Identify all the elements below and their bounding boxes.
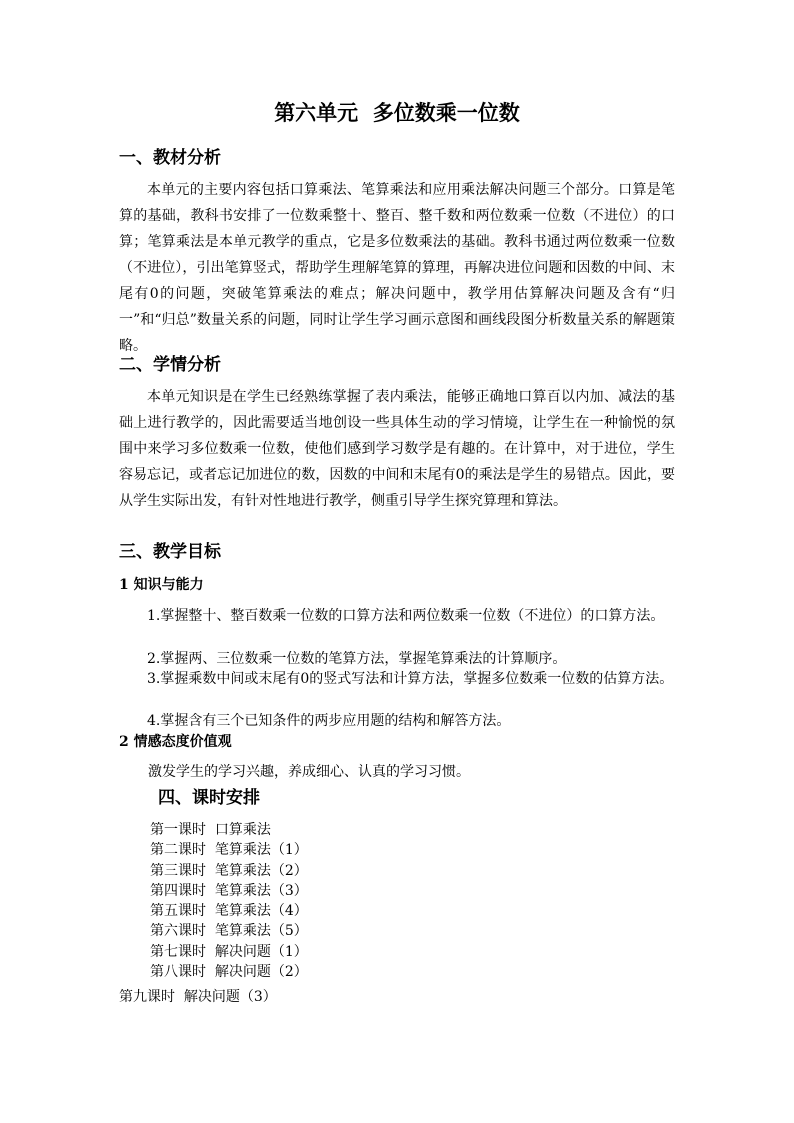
schedule-item: 第七课时 解决问题（1） (150, 943, 308, 960)
goal-item-4: 4.掌握含有三个已知条件的两步应用题的结构和解答方法。 (147, 713, 511, 729)
schedule-item: 第一课时 口算乘法 (150, 822, 271, 838)
emotion-goal-text: 激发学生的学习兴趣，养成细心、认真的学习习惯。 (148, 764, 470, 780)
goal-item-2: 2.掌握两、三位数乘一位数的笔算方法，掌握笔算乘法的计算顺序。 (147, 651, 567, 667)
schedule-item: 第六课时 笔算乘法（5） (150, 923, 308, 940)
heading-student-analysis: 二、学情分析 (119, 355, 221, 375)
document-title: 第六单元 多位数乘一位数 (274, 100, 520, 125)
lesson-schedule-list (150, 820, 308, 982)
subheading-emotion-attitude: 2 情感态度价值观 (119, 734, 232, 750)
schedule-item: 第三课时 笔算乘法（2） (150, 862, 308, 879)
paragraph-student-analysis: 本单元知识是在学生已经熟练掌握了表内乘法，能够正确地口算百以内加、减法的基础上进行教学的，因此需要适当地创设一些具体生动的学习情境，让学生在一种愉悦的氛围中来学习多位数乘一位数，使他们感到学习数学是有趣的。在计算中，对于进位，学生容易忘记，或者忘记加进位的数，因数的中间和末尾有0的乘法是学生的易错点。因此，要从学生实际出发，有针对性地进行教学，侧重引导学生探究算理和算法。 (119, 389, 675, 509)
heading-textbook-analysis: 一、教材分析 (119, 148, 221, 168)
schedule-item: 第五课时 笔算乘法（4） (150, 903, 308, 920)
subheading-knowledge-ability: 1 知识与能力 (119, 577, 204, 593)
schedule-item-last: 第九课时 解决问题（3） (119, 989, 277, 1005)
heading-lesson-schedule: 四、课时安排 (158, 788, 260, 808)
schedule-item: 第四课时 笔算乘法（3） (150, 882, 308, 899)
goal-item-1: 1.掌握整十、整百数乘一位数的口算方法和两位数乘一位数（不进位）的口算方法。 (147, 608, 665, 624)
schedule-item: 第二课时 笔算乘法（1） (150, 842, 308, 859)
goal-item-3: 3.掌握乘数中间或末尾有0的竖式写法和计算方法，掌握多位数乘一位数的估算方法。 (147, 671, 674, 687)
heading-teaching-goals: 三、教学目标 (119, 542, 221, 562)
paragraph-textbook-analysis: 本单元的主要内容包括口算乘法、笔算乘法和应用乘法解决问题三个部分。口算是笔算的基础，教科书安排了一位数乘整十、整百、整千数和两位数乘一位数（不进位）的口算；笔算乘法是本单元教学的重点，它是多位数乘法的基础。教科书通过两位数乘一位数（不进位），引出笔算竖式，帮助学生理解笔算的算理，再解决进位问题和因数的中间、末尾有0的问题，突破笔算乘法的难点；解决问题中，教学用估算解决问题及含有“归一”和“归总”数量关系的问题，同时让学生学习画示意图和画线段图分析数量关系的解题策略。 (119, 182, 675, 354)
schedule-item: 第八课时 解决问题（2） (150, 964, 308, 981)
